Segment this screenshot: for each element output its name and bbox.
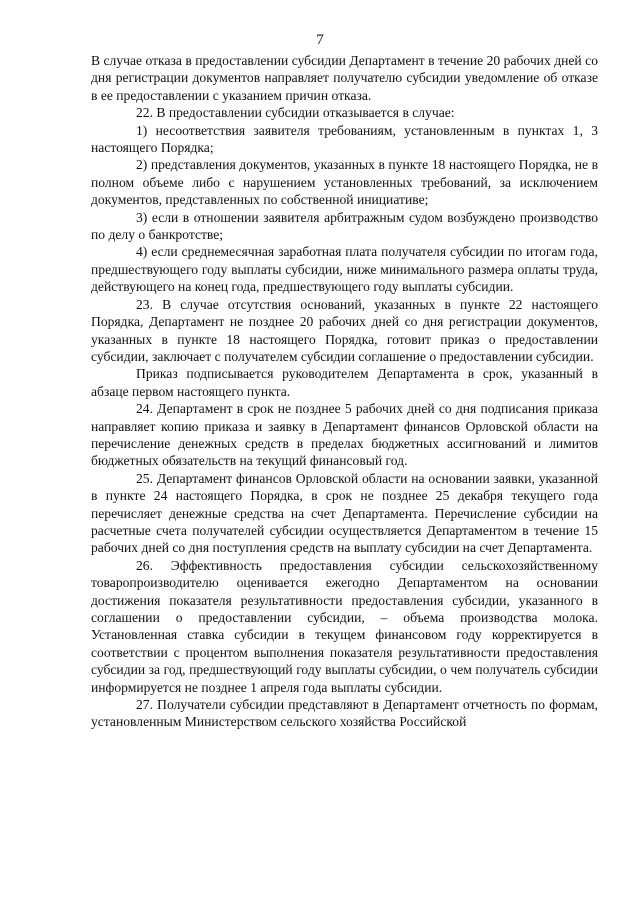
paragraph: 27. Получатели субсидии представляют в Департамент отчетность по формам, установленным Министерством сельского хозяйства Российской [91,697,598,730]
paragraph: 4) если среднемесячная заработная плата получателя субсидии по итогам года, предшествующего году выплаты субсидии, ниже минимального размера оплаты труда, действующего на конец года, предшествующего году выплаты субсидии. [91,244,598,295]
paragraph: 1) несоответствия заявителя требованиям, установленным в пунктах 1, 3 настоящего Порядка; [91,122,598,156]
paragraph: 2) представления документов, указанных в пункте 18 настоящего Порядка, не в полном объеме либо с нарушением установленных требований, за исключением документов, представленных по собственной инициативе; [91,157,598,208]
page-number: 7 [316,32,324,48]
paragraph: Приказ подписывается руководителем Департамента в срок, указанный в абзаце первом настоящего пункта. [91,366,598,399]
paragraph: 25. Департамент финансов Орловской области на основании заявки, указанной в пункте 24 настоящего Порядка, в срок не позднее 25 декабря текущего года перечисляет денежные средства на счет Департамента. Перечисление субсидии на расчетные счета получателей субсидии осуществляется Департаментом в течение 15 рабочих дней со дня поступления средств на выплату субсидии на счет Департамента. [91,470,598,556]
paragraph: 23. В случае отсутствия оснований, указанных в пункте 22 настоящего Порядка, Департамент не позднее 20 рабочих дней со дня регистрации документов, указанных в пункте 18 настоящего Порядка, готовит приказ о предоставлении субсидии, заключает с получателем субсидии соглашение о предоставлении субсидии. [91,296,598,364]
paragraph: 26. Эффективность предоставления субсидии сельскохозяйственному товаропроизводителю оценивается ежегодно Департаментом на основании достижения показателя результативности предоставления субсидии, указанного в соглашении о предоставлении субсидии, – объема производства молока. Установленная ставка субсидии в текущем финансовом году корректируется в соответствии с процентом выполнения показателя результативности предоставления субсидии за год, предшествующий году выплаты субсидии, о чем получатель субсидии информируется не позднее 1 апреля года выплаты субсидии. [91,557,598,695]
paragraph: 22. В предоставлении субсидии отказывается в случае: [136,105,455,121]
paragraph: 24. Департамент в срок не позднее 5 рабочих дней со дня подписания приказа направляет копию приказа и заявку в Департамент финансов Орловской области на перечисление денежных средств в пределах бюджетных ассигнований и лимитов бюджетных обязательств на текущий финансовый год. [91,401,598,469]
paragraph: В случае отказа в предоставлении субсидии Департамент в течение 20 рабочих дней со дня регистрации документов направляет получателю субсидии уведомление об отказе в ее предоставлении с указанием причин отказа. [91,53,598,103]
paragraph: 3) если в отношении заявителя арбитражным судом возбуждено производство по делу о банкротстве; [91,209,598,243]
document-body [91,52,598,731]
